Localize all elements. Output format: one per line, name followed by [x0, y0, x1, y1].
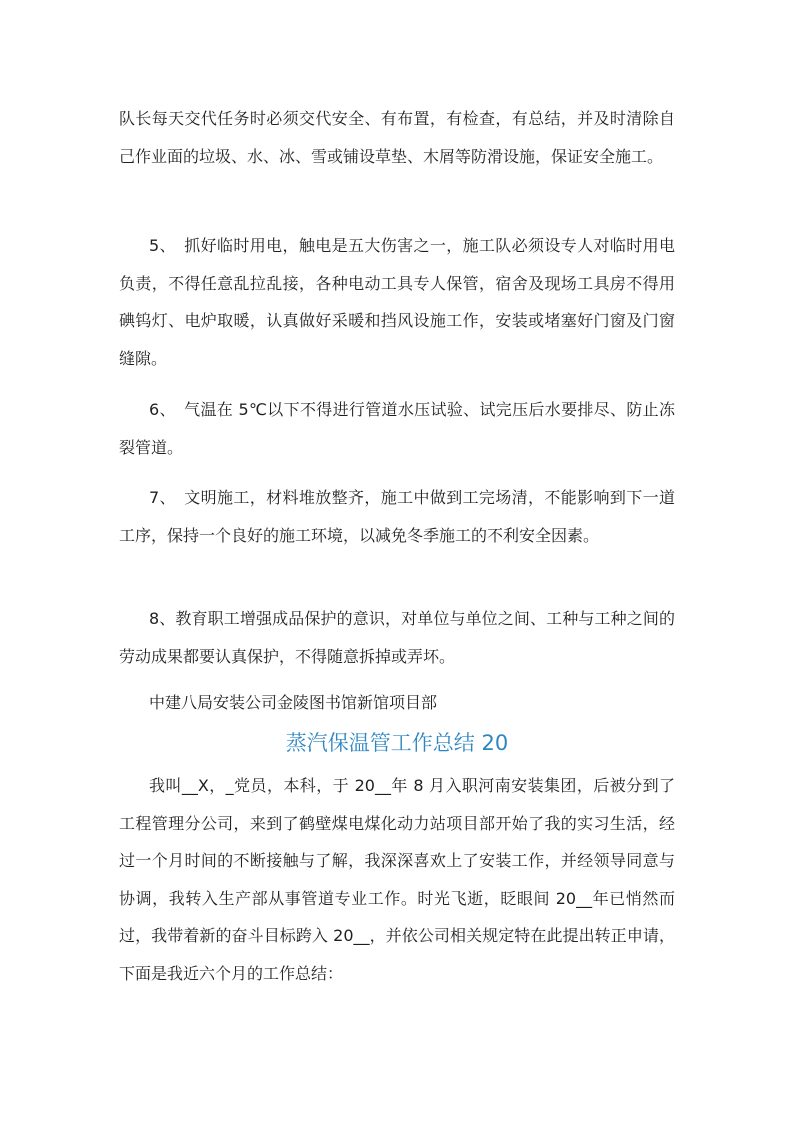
paragraph-safety-duties: 队长每天交代任务时必须交代安全、有布置，有检查，有总结，并及时清除自己作业面的垃圾、水、冰、雪或铺设草垫、木屑等防滑设施，保证安全施工。	[119, 109, 675, 166]
paragraph-intro: 我叫__X，_党员，本科，于 20__年 8 月入职河南安装集团，后被分到了工程管理分公司，来到了鹤壁煤电煤化动力站项目部开始了我的实习生活，经过一个月时间的不断接触与了解，我深深喜欢上了安装工作，并经领导同意与协调，我转入生产部从事管道专业工作。时光飞逝，眨眼间 20__年已悄然而过，我带着新的奋斗目标跨入 20__，并依公司相关规定特在此提出转正申请，下面是我近六个月的工作总结：	[119, 776, 675, 983]
paragraph-item-7-civilized-construction: 7、 文明施工，材料堆放整齐，施工中做到工完场清，不能影响到下一道工序，保持一个良好的施工环境，以减免冬季施工的不利安全因素。	[119, 488, 675, 545]
paragraph-item-6-temperature: 6、 气温在 5℃以下不得进行管道水压试验、试完压后水要排尽、防止冻裂管道。	[119, 400, 675, 457]
paragraph-item-5-electricity: 5、 抓好临时用电，触电是五大伤害之一，施工队必须设专人对临时用电负责，不得任意乱拉乱接，各种电动工具专人保管，宿舍及现场工具房不得用碘钨灯、电炉取暖，认真做好采暖和挡风设施工作，安装或堵塞好门窗及门窗缝隙。	[119, 236, 675, 368]
signature-organization: 中建八局安装公司金陵图书馆新馆项目部	[149, 693, 438, 712]
section-heading: 蒸汽保温管工作总结 20	[285, 731, 509, 755]
paragraph-item-8-protection: 8、教育职工增强成品保护的意识，对单位与单位之间、工种与工种之间的劳动成果都要认真保护，不得随意拆掉或弄坏。	[119, 609, 675, 666]
